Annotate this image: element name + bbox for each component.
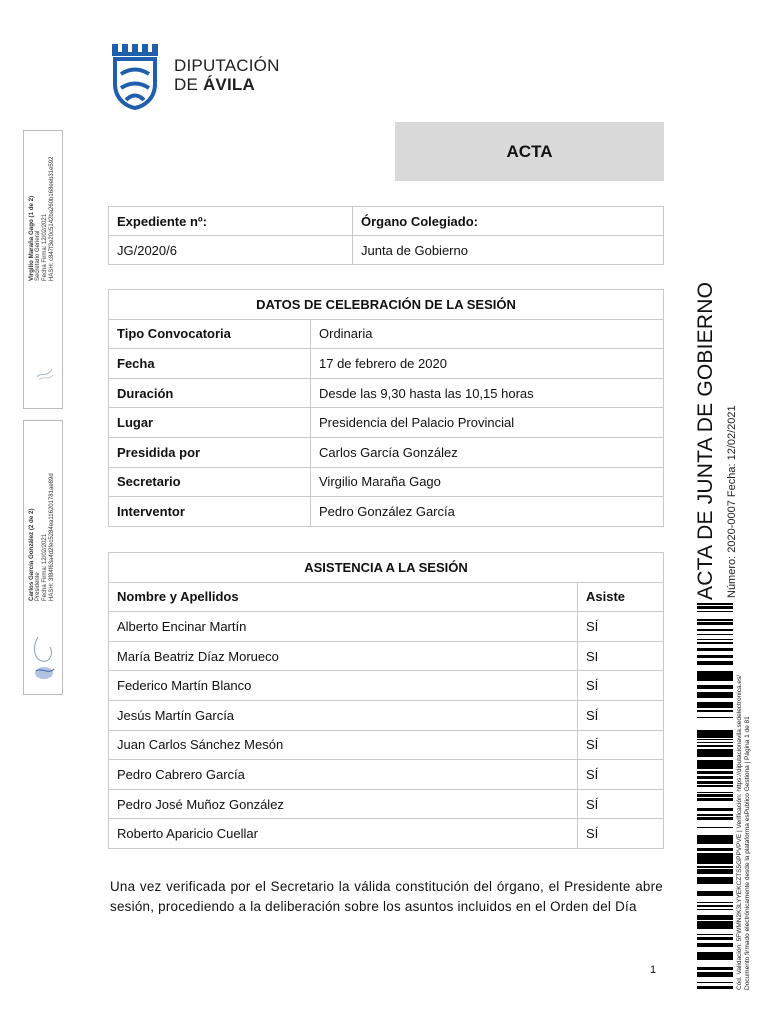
attendee-name: Jesús Martín García [109,700,578,730]
signer-role: Presidente [35,572,41,601]
barcode-icon [697,603,733,989]
col-name-header: Nombre y Apellidos [109,582,578,612]
row-value: 17 de febrero de 2020 [311,349,664,379]
signer-role: Secretario General [35,230,41,281]
signer-name: Virgilio Maraña Gago (1 de 2) [28,195,35,281]
attendee-asiste: SÍ [578,760,664,790]
table-row [109,349,664,379]
datos-title: DATOS DE CELEBRACIÓN DE LA SESIÓN [109,290,664,320]
signer-name: Carlos García González (2 de 2) [28,508,35,601]
row-value: Carlos García González [311,437,664,467]
attendee-name: Juan Carlos Sánchez Mesón [109,730,578,760]
table-row [109,207,664,236]
page-number: 1 [650,964,657,976]
row-label: Lugar [109,408,311,438]
signature-stamp-icon [30,631,60,683]
attendee-asiste: SÍ [578,612,664,642]
attendee-name: Roberto Aparicio Cuellar [109,819,578,849]
row-value: Virgilio Maraña Gago [311,467,664,497]
signer-hash: HASH: 3f84f63a4d2fec5284ea116201781ae89d [49,473,55,601]
row-label: Presidida por [109,437,311,467]
signer-hash: HASH: c847f3e20c5142ba260b168eeb31e592 [49,156,55,281]
attendee-asiste: SÍ [578,671,664,701]
row-label: Tipo Convocatoria [109,319,311,349]
row-label: Secretario [109,467,311,497]
logo-line1: DIPUTACIÓN [174,56,280,75]
shield-icon [112,44,162,110]
logo-line2-bold: ÁVILA [202,75,255,94]
logo-line2 [174,75,280,94]
verification-line-2: Documento firmado electrónicamente desde la plataforma esPublico Gestiona | Página 1 de 81 [744,716,751,990]
verification-line-1: Cód. Validación: 5FWMN2K3LYYEKCZTS5GPPVPVE | Verificación: https://diputacionavila.sedelectronica.es/ [736,674,743,990]
logo-text [174,56,280,94]
row-value: Presidencia del Palacio Provincial [311,408,664,438]
attendee-asiste: SI [578,641,664,671]
attendee-name: María Beatriz Díaz Morueco [109,641,578,671]
attendee-name: Federico Martín Blanco [109,671,578,701]
signature-block-2 [23,420,63,695]
table-row [109,789,664,819]
attendee-asiste: SÍ [578,700,664,730]
signature-2-text [28,473,56,601]
attendee-name: Alberto Encinar Martín [109,612,578,642]
attendee-name: Pedro José Muñoz González [109,789,578,819]
table-row [109,437,664,467]
attendee-asiste: SÍ [578,819,664,849]
table-row [109,641,664,671]
asistencia-table [108,552,664,849]
side-document-title: ACTA DE JUNTA DE GOBIERNO [694,281,717,600]
table-header-row [109,582,664,612]
table-row [109,467,664,497]
asistencia-title: ASISTENCIA A LA SESIÓN [109,553,664,583]
table-row [109,408,664,438]
datos-celebracion-table [108,289,664,527]
table-row [109,612,664,642]
row-label: Fecha [109,349,311,379]
table-row [109,760,664,790]
expediente-value: JG/2020/6 [109,236,353,265]
col-asiste-header: Asiste [578,582,664,612]
signer-date: Fecha Firma: 12/02/2021 [42,533,48,601]
signature-stamp-icon [34,363,56,385]
row-value: Desde las 9,30 hasta las 10,15 horas [311,378,664,408]
expediente-table [108,206,664,265]
expediente-label: Expediente nº: [109,207,353,236]
table-header-row [109,553,664,583]
row-label: Interventor [109,497,311,527]
attendee-asiste: SÍ [578,789,664,819]
table-row [109,497,664,527]
diputacion-logo [112,44,302,114]
body-paragraph: Una vez verificada por el Secretario la válida constitución del órgano, el Presidente abre sesión, procediendo a la deliberación sobre los asuntos incluidos en el Orden del Día [110,879,663,914]
table-row [109,319,664,349]
attendee-name: Pedro Cabrero García [109,760,578,790]
logo-line2-prefix: DE [174,75,203,94]
signature-block-1 [23,130,63,409]
table-row [109,236,664,265]
side-verification-text [736,675,752,990]
row-value: Ordinaria [311,319,664,349]
attendee-asiste: SÍ [578,730,664,760]
table-row [109,730,664,760]
table-row [109,378,664,408]
signer-date: Fecha Firma: 12/02/2021 [42,213,48,281]
acta-title: ACTA [395,122,664,181]
table-header-row [109,290,664,320]
side-number-date: Número: 2020-0007 Fecha: 12/02/2021 [726,405,738,598]
table-row [109,819,664,849]
row-value: Pedro González García [311,497,664,527]
table-row [109,671,664,701]
table-row [109,700,664,730]
row-label: Duración [109,378,311,408]
organo-label: Órgano Colegiado: [353,207,664,236]
signature-1-text [28,157,56,281]
organo-value: Junta de Gobierno [353,236,664,265]
